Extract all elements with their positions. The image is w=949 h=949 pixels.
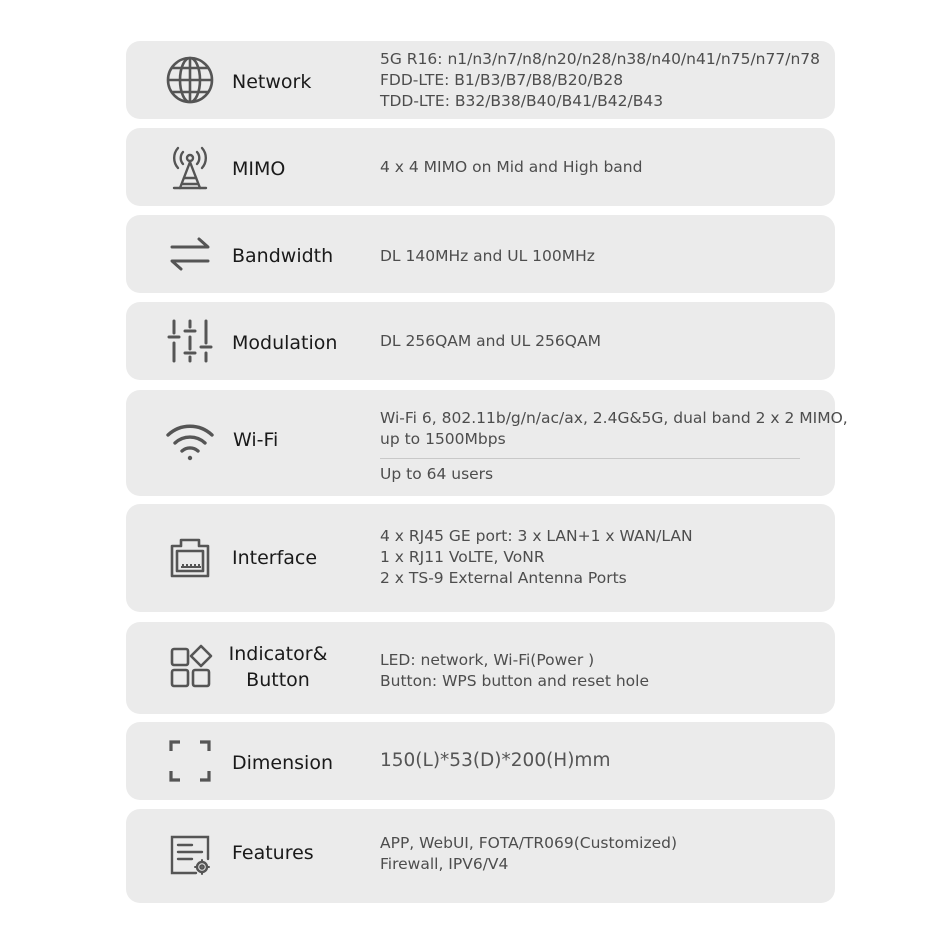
spec-line: Firewall, IPV6/V4: [380, 855, 509, 873]
spec-line: Button: WPS button and reset hole: [380, 672, 649, 690]
spec-description: [380, 49, 821, 112]
divider: [380, 458, 800, 459]
spec-label: Bandwidth: [232, 245, 334, 267]
spec-label: Dimension: [232, 752, 333, 774]
spec-row-features: [126, 809, 835, 903]
spec-description: [380, 331, 810, 352]
spec-label: Wi-Fi: [233, 429, 279, 451]
spec-description: [380, 246, 810, 267]
spec-description: [380, 833, 810, 875]
sliders-icon: [166, 317, 214, 365]
wifi-icon: [166, 418, 214, 466]
spec-description: [380, 750, 810, 771]
antenna-tower-icon: [166, 144, 214, 192]
frame-corners-icon: [166, 737, 214, 785]
document-settings-icon: [166, 833, 214, 881]
spec-description: [380, 408, 848, 485]
spec-row-wifi: [126, 390, 848, 496]
spec-line: TDD-LTE: B32/B38/B40/B41/B42/B43: [380, 92, 664, 110]
spec-label: [226, 641, 330, 693]
spec-row-dimension: [126, 722, 835, 800]
spec-line: up to 1500Mbps: [380, 430, 506, 448]
widgets-icon: [166, 644, 214, 692]
spec-line: 2 x TS-9 External Antenna Ports: [380, 569, 627, 587]
spec-label: Interface: [232, 547, 318, 569]
spec-label: Modulation: [232, 332, 338, 354]
spec-label: MIMO: [232, 158, 286, 180]
spec-description: [380, 526, 810, 589]
spec-row-modulation: [126, 302, 835, 380]
spec-label-line: Indicator&: [228, 643, 328, 665]
globe-icon: [166, 56, 214, 104]
spec-description: [380, 650, 810, 692]
spec-description: [380, 157, 810, 178]
swap-arrows-icon: [166, 230, 214, 278]
spec-row-interface: [126, 504, 835, 612]
spec-line: Wi-Fi 6, 802.11b/g/n/ac/ax, 2.4G&5G, dual band 2 x 2 MIMO,: [380, 409, 848, 427]
spec-line: 4 x RJ45 GE port: 3 x LAN+1 x WAN/LAN: [380, 527, 693, 545]
spec-label: Network: [232, 71, 312, 93]
spec-line: LED: network, Wi-Fi(Power ): [380, 651, 595, 669]
spec-row-bandwidth: [126, 215, 835, 293]
spec-label-line: Button: [246, 669, 310, 691]
spec-row-network: [126, 41, 835, 119]
spec-row-indicator-button: [126, 622, 835, 714]
spec-line: FDD-LTE: B1/B3/B7/B8/B20/B28: [380, 71, 624, 89]
spec-line: DL 256QAM and UL 256QAM: [380, 332, 601, 350]
spec-row-mimo: [126, 128, 835, 206]
spec-line: APP, WebUI, FOTA/TR069(Customized): [380, 834, 678, 852]
spec-line: 1 x RJ11 VoLTE, VoNR: [380, 548, 545, 566]
spec-line: 5G R16: n1/n3/n7/n8/n20/n28/n38/n40/n41/n75/n77/n78: [380, 50, 821, 68]
spec-line: 150(L)*53(D)*200(H)mm: [380, 750, 611, 771]
spec-line: Up to 64 users: [380, 465, 494, 483]
spec-line: DL 140MHz and UL 100MHz: [380, 247, 595, 265]
spec-label: Features: [232, 842, 314, 864]
spec-line: 4 x 4 MIMO on Mid and High band: [380, 158, 643, 176]
ethernet-port-icon: [166, 534, 214, 582]
